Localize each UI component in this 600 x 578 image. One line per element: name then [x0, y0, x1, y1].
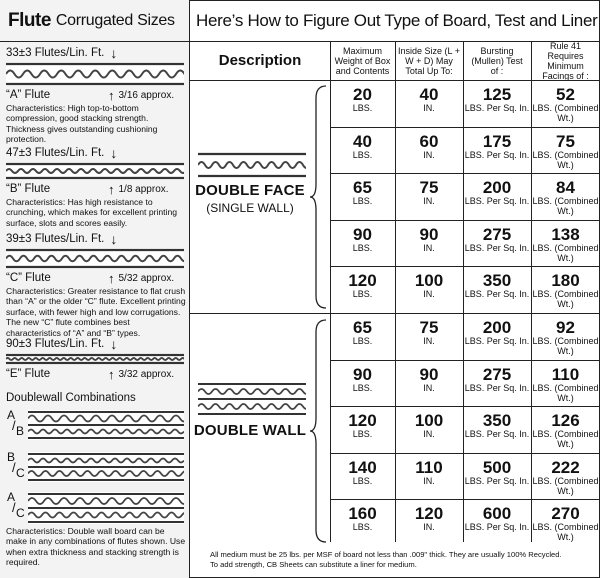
table-title: Here’s How to Figure Out Type of Board, Test and Liner: [190, 0, 600, 42]
cell-unit: LBS. Per Sq. In.: [464, 475, 530, 486]
cell-size: [395, 319, 463, 346]
cell-burst: [463, 272, 531, 299]
header-max-weight: Maximum Weight of Box and Contents: [334, 46, 391, 76]
cell-size: [395, 133, 463, 160]
flute-description: Characteristics: High top-to-bottom compression, good stacking strength. Thickness gives outstanding cushioning protection.: [6, 103, 158, 145]
row-divider: [330, 360, 600, 361]
cell-unit: LBS. Per Sq. In.: [464, 242, 530, 253]
cell-weight: [330, 133, 395, 160]
board-test-table: [190, 0, 600, 578]
row-divider: [330, 406, 600, 407]
cell-burst: [463, 366, 531, 393]
section-subtitle: (SINGLE WALL): [206, 201, 294, 215]
cell-value: 125: [482, 85, 512, 104]
cell-size: [395, 226, 463, 253]
cell-facing: [531, 179, 600, 216]
cell-unit: LBS. Per Sq. In.: [464, 336, 530, 346]
cell-value: 90: [419, 224, 439, 244]
combo-top-letter: A: [7, 408, 16, 422]
cell-value: 75: [419, 178, 439, 198]
cell-unit: IN.: [423, 196, 435, 207]
cell-value: 222: [551, 457, 580, 477]
cell-facing: [531, 459, 600, 496]
cell-value: 100: [414, 271, 444, 291]
arrow-down-icon: ↓: [110, 145, 118, 161]
cell-unit: LBS.: [352, 522, 373, 533]
cell-unit: LBS. Per Sq. In.: [464, 289, 530, 300]
cell-weight: [330, 179, 395, 206]
flute-title-rest: Corrugated Sizes: [55, 11, 175, 29]
cell-value: 160: [348, 504, 377, 524]
cell-weight: [330, 505, 395, 532]
cell-facing: [531, 412, 600, 449]
row-divider: [330, 266, 600, 267]
b-flute-board-icon: [6, 162, 184, 180]
cell-value: 60: [419, 131, 439, 151]
header-rule41: Rule 41 Requires Minimum Facings of :: [542, 41, 589, 81]
cell-value: 275: [482, 364, 512, 384]
e-flute-board-icon: [6, 353, 184, 365]
cell-size: [395, 459, 463, 486]
cell-facing: [531, 366, 600, 403]
cell-unit: LBS. Per Sq. In.: [464, 149, 530, 160]
cell-unit: LBS. (Combined Wt.): [532, 522, 599, 543]
footnote-line-1: All medium must be 25 lbs. per MSF of board not less than .009" thick. They are usually 100% Recycled.: [210, 550, 562, 559]
footnote: [210, 550, 600, 570]
cell-value: 92: [556, 318, 575, 337]
section-label-double-wall: [190, 422, 310, 439]
cell-value: 138: [551, 224, 580, 244]
cell-value: 90: [353, 224, 372, 244]
slash-icon: /: [12, 500, 16, 515]
cell-unit: LBS. (Combined Wt.): [532, 103, 599, 123]
cell-burst: [463, 505, 531, 532]
cell-value: 350: [482, 271, 512, 291]
row-divider: [330, 127, 600, 128]
cell-value: 40: [353, 131, 372, 151]
cell-weight: [330, 272, 395, 299]
arrow-up-icon: ↑: [108, 366, 115, 382]
cell-value: 75: [419, 318, 439, 337]
cell-unit: LBS. (Combined Wt.): [532, 196, 599, 217]
cell-weight: [330, 226, 395, 253]
cell-unit: LBS.: [352, 196, 373, 207]
cell-value: 275: [482, 224, 512, 244]
arrow-up-icon: ↑: [108, 87, 115, 103]
arrow-up-icon: ↑: [108, 181, 115, 197]
slash-icon: /: [12, 460, 16, 475]
cell-unit: IN.: [423, 103, 435, 113]
cell-value: 84: [556, 178, 575, 198]
cell-burst: [463, 459, 531, 486]
cell-value: 90: [419, 364, 439, 384]
cell-weight: [330, 86, 395, 113]
cell-burst: [463, 86, 531, 113]
cell-unit: IN.: [423, 429, 435, 440]
cell-unit: LBS. Per Sq. In.: [464, 429, 530, 440]
cell-value: 65: [353, 178, 372, 198]
cell-burst: [463, 133, 531, 160]
flute-name: “C” Flute: [6, 272, 51, 284]
cell-value: 75: [556, 131, 575, 151]
cell-size: [395, 412, 463, 439]
flute-b: [6, 146, 186, 228]
brace-icon: [308, 318, 330, 544]
cell-unit: LBS. (Combined Wt.): [532, 242, 599, 263]
a-b-doublewall-board-icon: [28, 410, 184, 440]
cell-unit: LBS.: [352, 149, 373, 160]
cell-value: 110: [415, 457, 443, 477]
cell-unit: LBS.: [352, 242, 373, 253]
cell-facing: [531, 272, 600, 309]
cell-value: 350: [482, 411, 512, 431]
row-divider: [330, 453, 600, 454]
flute-description: Characteristics: Has high resistance to crunching, which makes for excellent printing surface, slots and scores easily.: [6, 197, 178, 228]
cell-value: 120: [348, 411, 377, 431]
section-label-double-face: [190, 182, 310, 215]
cell-size: [395, 505, 463, 532]
cell-value: 500: [482, 457, 512, 477]
flute-name: “E” Flute: [6, 368, 51, 380]
cell-value: 40: [419, 85, 439, 104]
cell-value: 175: [482, 131, 512, 151]
cell-value: 52: [556, 85, 575, 104]
header-description: Description: [218, 52, 302, 69]
flute-size: 3/16 approx.: [118, 89, 175, 101]
cell-facing: [531, 86, 600, 123]
cell-unit: LBS. (Combined Wt.): [532, 289, 599, 310]
cell-value: 270: [551, 504, 580, 524]
cell-unit: IN.: [423, 522, 435, 533]
cell-unit: IN.: [423, 382, 435, 393]
combo-bottom-letter: B: [16, 424, 25, 438]
flute-description: Characteristics: Greater resistance to flat crush than “A” or the older “C” flute. Excellent printing surface, with fewer high and low corrugations. The new “C” flute combines best characteristics of “A” and “B” types.: [6, 286, 186, 338]
cell-unit: IN.: [423, 242, 435, 253]
flute-count: 39±3 Flutes/Lin. Ft.: [6, 233, 105, 245]
flute-name: “A” Flute: [6, 89, 51, 101]
cell-value: 20: [353, 85, 372, 104]
cell-size: [395, 86, 463, 113]
row-divider: [330, 220, 600, 221]
cell-value: 120: [414, 504, 444, 524]
cell-unit: IN.: [423, 289, 435, 300]
cell-weight: [330, 366, 395, 393]
header-bursting: Bursting (Mullen) Test of :: [471, 46, 523, 76]
cell-unit: IN.: [423, 149, 435, 160]
flute-c: [6, 232, 186, 338]
cell-value: 180: [551, 271, 580, 291]
flute-a: [6, 46, 186, 145]
cell-unit: LBS. (Combined Wt.): [532, 475, 599, 496]
cell-value: 200: [482, 178, 512, 198]
flute-e: [6, 337, 186, 381]
cell-facing: [531, 226, 600, 263]
cell-burst: [463, 226, 531, 253]
a-c-doublewall-board-icon: [28, 492, 184, 524]
cell-value: 65: [353, 318, 372, 337]
cell-facing: [531, 133, 600, 170]
cell-value: 200: [482, 318, 512, 337]
cell-value: 100: [414, 411, 444, 431]
cell-facing: [531, 319, 600, 356]
brace-icon: [308, 84, 330, 310]
cell-facing: [531, 505, 600, 542]
flute-name: “B” Flute: [6, 183, 51, 195]
cell-unit: LBS. Per Sq. In.: [464, 196, 530, 207]
a-flute-board-icon: [6, 62, 184, 86]
flute-count: 47±3 Flutes/Lin. Ft.: [6, 147, 105, 159]
c-flute-board-icon: [6, 248, 184, 269]
cell-value: 126: [551, 411, 580, 431]
b-c-doublewall-board-icon: [28, 452, 184, 482]
flute-size: 3/32 approx.: [118, 368, 175, 380]
combo-top-letter: B: [7, 450, 16, 464]
cell-unit: LBS. Per Sq. In.: [464, 382, 530, 393]
single-wall-board-icon: [198, 152, 306, 178]
doublewall-description: Characteristics: Double wall board can be make in any combinations of flutes shown. Use when extra thickness and stacking strength is required.: [6, 526, 186, 568]
flute-title-bold: Flute: [8, 9, 51, 31]
cell-unit: LBS.: [352, 103, 373, 113]
cell-value: 110: [551, 364, 580, 384]
cell-unit: LBS. (Combined Wt.): [532, 336, 599, 356]
slash-icon: /: [12, 418, 16, 433]
header-inside-size: Inside Size (L + W + D) May Total Up To:: [398, 46, 460, 76]
cell-value: 120: [348, 271, 377, 291]
flute-size: 5/32 approx.: [118, 272, 175, 284]
cell-unit: IN.: [423, 336, 435, 346]
combo-top-letter: A: [7, 490, 16, 504]
combo-bottom-letter: C: [16, 466, 25, 480]
cell-unit: LBS. (Combined Wt.): [532, 429, 599, 450]
cell-unit: LBS. Per Sq. In.: [464, 522, 530, 533]
cell-unit: LBS. (Combined Wt.): [532, 149, 599, 170]
cell-weight: [330, 412, 395, 439]
cell-unit: LBS.: [352, 382, 373, 393]
cell-weight: [330, 319, 395, 346]
row-divider: [330, 173, 600, 174]
arrow-down-icon: ↓: [110, 336, 118, 352]
arrow-down-icon: ↓: [110, 45, 118, 61]
cell-unit: LBS.: [352, 475, 373, 486]
cell-burst: [463, 179, 531, 206]
cell-value: 90: [353, 364, 372, 384]
doublewall-title: Doublewall Combinations: [6, 392, 136, 404]
flute-size: 1/8 approx.: [118, 183, 169, 195]
double-wall-board-icon: [198, 382, 306, 416]
cell-size: [395, 179, 463, 206]
flute-count: 33±3 Flutes/Lin. Ft.: [6, 47, 105, 59]
arrow-up-icon: ↑: [108, 270, 115, 286]
cell-unit: LBS.: [352, 289, 373, 300]
cell-unit: LBS. Per Sq. In.: [464, 103, 530, 113]
cell-burst: [463, 412, 531, 439]
section-title: DOUBLE WALL: [193, 422, 307, 439]
arrow-down-icon: ↓: [110, 231, 118, 247]
row-divider: [330, 499, 600, 500]
cell-burst: [463, 319, 531, 346]
flute-sizes-panel: [0, 0, 190, 578]
cell-unit: LBS. (Combined Wt.): [532, 382, 599, 403]
cell-value: 600: [482, 504, 512, 524]
cell-weight: [330, 459, 395, 486]
footnote-line-2: To add strength, CB Sheets can substitute a liner for medium.: [210, 560, 417, 569]
cell-unit: IN.: [423, 475, 435, 486]
cell-unit: LBS.: [352, 336, 373, 346]
flute-count: 90±3 Flutes/Lin. Ft.: [6, 338, 105, 350]
cell-size: [395, 272, 463, 299]
cell-unit: LBS.: [352, 429, 373, 440]
flute-panel-title: [0, 0, 189, 42]
combo-bottom-letter: C: [16, 506, 25, 520]
section-title: DOUBLE FACE: [195, 182, 305, 199]
cell-value: 140: [348, 457, 377, 477]
cell-size: [395, 366, 463, 393]
